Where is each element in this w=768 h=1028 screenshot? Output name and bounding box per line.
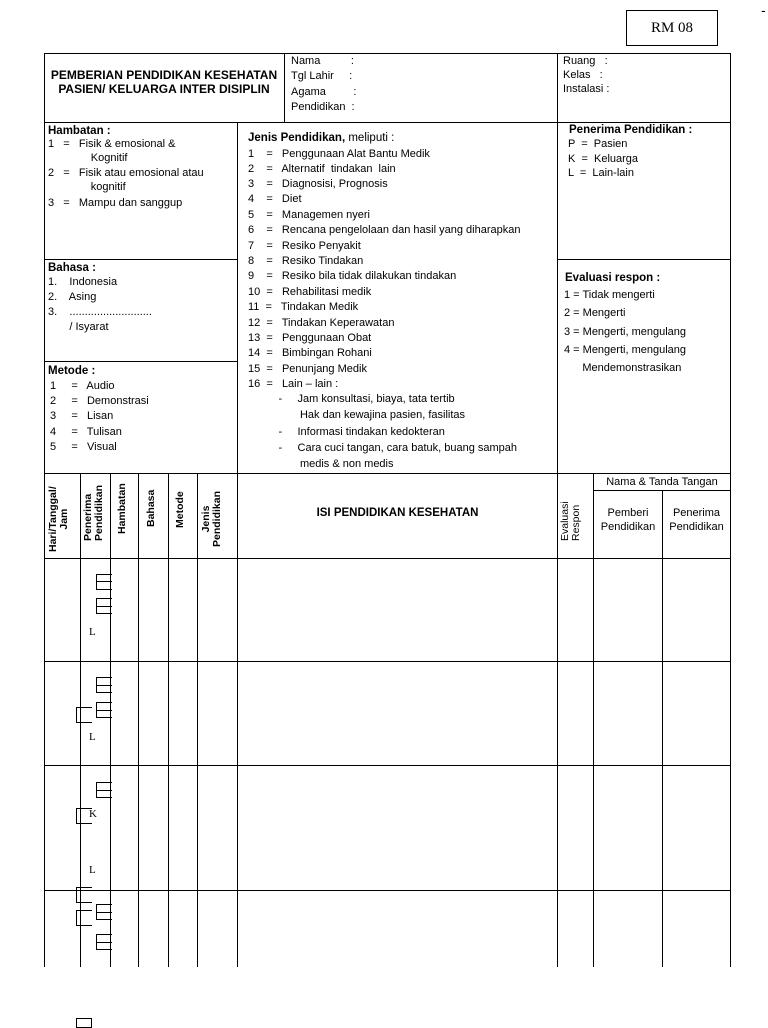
hambatan-item: 1 = Fisik & emosional & — [48, 138, 176, 150]
field-nama: Nama : — [291, 55, 354, 67]
hambatan-item: 3 = Mampu dan sanggup — [48, 197, 183, 209]
jenis-item: 5 = Managemen nyeri — [248, 209, 370, 221]
jenis-item: 6 = Rencana pengelolaan dan hasil yang diharapkan — [248, 224, 521, 236]
checkbox[interactable] — [76, 1018, 92, 1028]
bahasa-item: 3. ........................... — [48, 306, 152, 318]
jenis-item: 16 = Lain – lain : — [248, 378, 339, 390]
hambatan-item: 2 = Fisik atau emosional atau — [48, 167, 204, 179]
metode-item: 5 = Visual — [50, 441, 117, 453]
row-mark: L — [89, 731, 96, 743]
header-hari: Hari/Tanggal/ Jam — [47, 486, 70, 552]
jenis-item: Hak dan kewajina pasien, fasilitas — [248, 409, 466, 421]
penerima-item: L = Lain-lain — [568, 167, 634, 179]
penerima-item: P = Pasien — [568, 138, 628, 150]
hambatan-heading: Hambatan : — [48, 125, 111, 137]
penerima-heading: Penerima Pendidikan : — [569, 124, 693, 136]
jenis-item: 15 = Penunjang Medik — [248, 363, 367, 375]
document-code: RM 08 — [626, 10, 718, 46]
header-hambatan: Hambatan — [116, 483, 128, 534]
jenis-item: 8 = Resiko Tindakan — [248, 255, 364, 267]
header-penerima: Penerima Pendidikan — [82, 484, 105, 541]
bahasa-item: 2. Asing — [48, 291, 97, 303]
jenis-item: 4 = Diet — [248, 193, 302, 205]
field-tgl-lahir: Tgl Lahir : — [291, 70, 353, 82]
checkbox[interactable] — [76, 910, 92, 926]
header-pemberi: Pemberi Pendidikan — [600, 507, 656, 533]
header-isi: ISI PENDIDIKAN KESEHATAN — [316, 507, 479, 519]
jenis-item: 12 = Tindakan Keperawatan — [248, 317, 395, 329]
evaluasi-item: 4 = Mengerti, mengulang — [564, 344, 686, 356]
header-bahasa: Bahasa — [145, 489, 157, 527]
form-title-line2: PASIEN/ KELUARGA INTER DISIPLIN — [58, 82, 270, 96]
jenis-item: 10 = Rehabilitasi medik — [248, 286, 372, 298]
jenis-item: - Informasi tindakan kedokteran — [248, 426, 445, 438]
field-ruang: Ruang : — [563, 55, 608, 67]
jenis-item: 13 = Penggunaan Obat — [248, 332, 372, 344]
bahasa-heading: Bahasa : — [48, 262, 96, 274]
evaluasi-item: 2 = Mengerti — [564, 307, 626, 319]
header-jenis: Jenis Pendidikan — [200, 490, 223, 547]
row-mark: L — [89, 626, 96, 638]
jenis-item: - Cara cuci tangan, cara batuk, buang sampah — [248, 442, 518, 454]
field-agama: Agama : — [291, 86, 357, 98]
metode-item: 2 = Demonstrasi — [50, 395, 149, 407]
evaluasi-heading: Evaluasi respon : — [565, 272, 661, 284]
corner-dash: - — [761, 2, 766, 18]
jenis-item: 11 = Tindakan Medik — [248, 301, 359, 313]
evaluasi-item: Mendemonstrasikan — [564, 362, 682, 374]
form-title-line1: PEMBERIAN PENDIDIKAN KESEHATAN — [50, 68, 278, 82]
field-instalasi: Instalasi : — [563, 83, 610, 95]
form-title — [46, 68, 282, 96]
metode-heading: Metode : — [48, 365, 96, 377]
header-nama-ttd: Nama & Tanda Tangan — [606, 476, 718, 488]
jenis-item: 9 = Resiko bila tidak dilakukan tindakan — [248, 270, 457, 282]
hambatan-item: Kognitif — [48, 152, 128, 164]
metode-item: 1 = Audio — [50, 380, 115, 392]
penerima-item: K = Keluarga — [568, 153, 639, 165]
row-mark: K — [89, 808, 97, 820]
header-metode: Metode — [174, 491, 186, 528]
header-evaluasi: Evaluasi Respon — [559, 501, 582, 541]
checkbox[interactable] — [76, 887, 92, 903]
jenis-item: 7 = Resiko Penyakit — [248, 240, 361, 252]
checkbox[interactable] — [76, 707, 92, 723]
jenis-item: 3 = Diagnosisi, Prognosis — [248, 178, 388, 190]
checkbox[interactable] — [96, 574, 112, 590]
hambatan-item: kognitif — [48, 181, 126, 193]
jenis-item: 2 = Alternatif tindakan lain — [248, 163, 396, 175]
jenis-item: 1 = Penggunaan Alat Bantu Medik — [248, 148, 430, 160]
bahasa-item: 1. Indonesia — [48, 276, 118, 288]
jenis-heading: Jenis Pendidikan, meliputi : — [248, 132, 395, 144]
evaluasi-item: 3 = Mengerti, mengulang — [564, 326, 686, 338]
field-kelas: Kelas : — [563, 69, 603, 81]
bahasa-item: / Isyarat — [48, 321, 109, 333]
metode-item: 4 = Tulisan — [50, 426, 122, 438]
jenis-item: 14 = Bimbingan Rohani — [248, 347, 372, 359]
row-mark: L — [89, 864, 96, 876]
header-penerima-ttd: Penerima Pendidikan — [669, 507, 724, 533]
field-pendidikan: Pendidikan : — [291, 101, 355, 113]
jenis-item: - Jam konsultasi, biaya, tata tertib — [248, 393, 455, 405]
metode-item: 3 = Lisan — [50, 410, 114, 422]
jenis-item: medis & non medis — [248, 458, 394, 470]
evaluasi-item: 1 = Tidak mengerti — [564, 289, 655, 301]
